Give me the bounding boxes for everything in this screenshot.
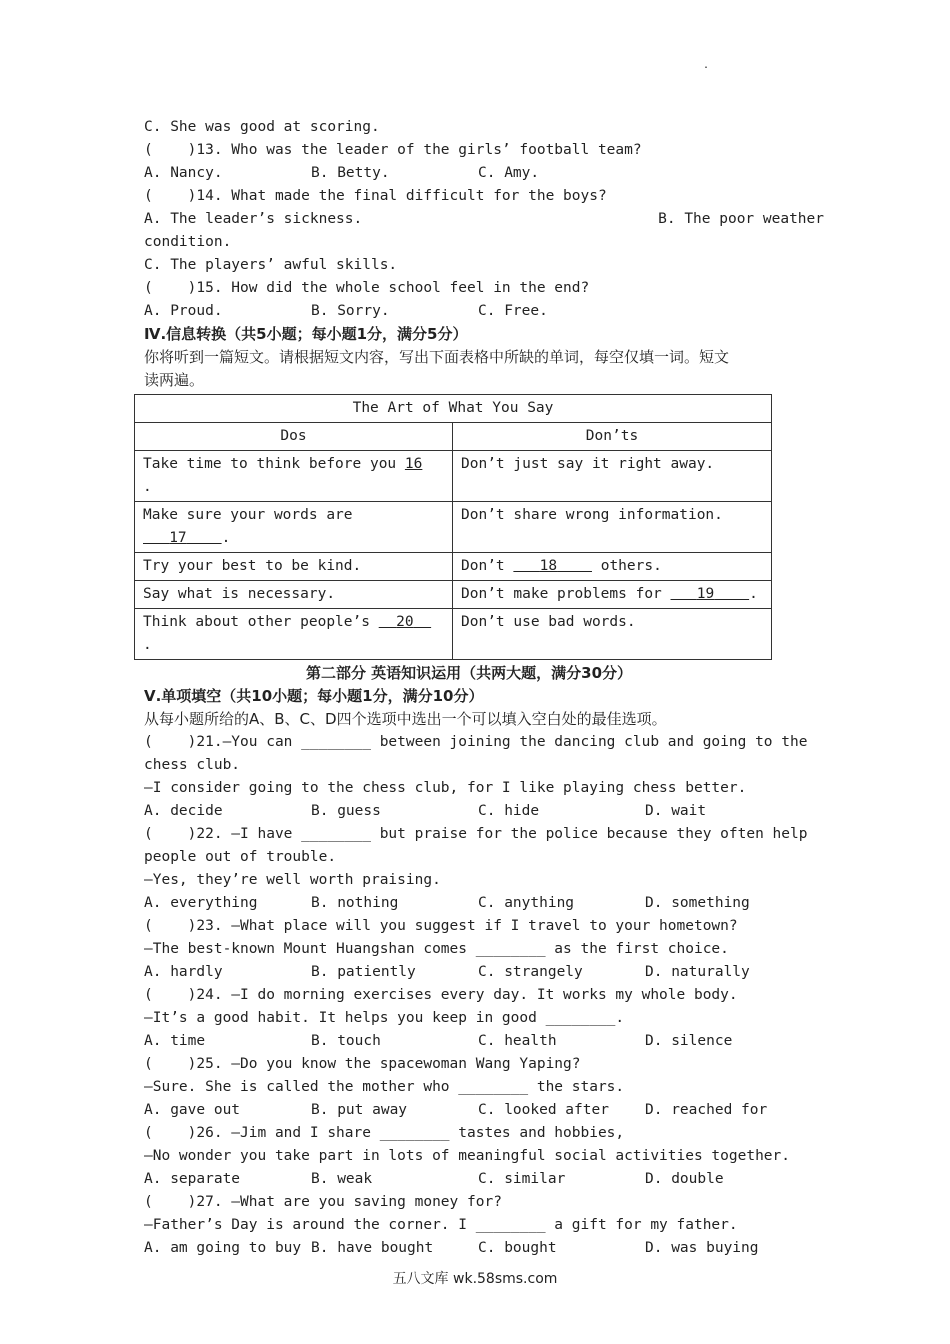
option-a: A. decide [144,803,223,819]
option-c: C. Free. [478,303,548,319]
question-line: —The best-known Mount Huangshan comes ________ as the first choice. [144,941,729,957]
option-a: A. separate [144,1171,241,1187]
dos-cell [135,502,453,553]
option-b: B. weak [311,1171,373,1187]
option-b: B. Sorry. [311,303,390,319]
cell-text-end: others. [591,558,662,574]
question-options [144,1099,814,1122]
option-b: B. patiently [311,964,416,980]
question-26 [144,1122,814,1191]
donts-cell [453,502,772,553]
option-c: C. bought [478,1240,557,1256]
cell-text: Take time to think before you [143,456,405,472]
header-mark: . [703,60,710,71]
question-line: ( )22. —I have ________ but praise for the police because they often help [144,826,808,842]
option-d: D. reached for [645,1102,768,1118]
option-a: A. am going to buy [144,1240,302,1256]
q14-option-b-cont: condition. [144,234,232,250]
question-21 [144,731,814,823]
option-a: A. time [144,1033,206,1049]
info-table [134,394,772,660]
option-b: B. Betty. [311,165,390,181]
cell-text: Think about other people’s [143,614,379,630]
option-c: C. anything [478,895,575,911]
cell-text: Don’t share wrong information. [461,507,723,523]
option-c: C. similar [478,1171,566,1187]
question-line: chess club. [144,757,241,773]
question-line: —I consider going to the chess club, for I like playing chess better. [144,780,747,796]
q14-option-c: C. The players’ awful skills. [144,257,398,273]
option-a: A. Nancy. [144,165,223,181]
section-4-heading: Ⅳ.信息转换（共5小题；每小题1分，满分5分） [144,325,468,343]
option-b: B. put away [311,1102,408,1118]
blank-20[interactable]: 20 [396,614,414,630]
cell-text-end: . [221,530,231,546]
option-c: C. strangely [478,964,583,980]
cell-text: Don’t make problems for [461,586,671,602]
dos-cell [135,581,453,609]
question-line: ( )25. —Do you know the spacewoman Wang Yaping? [144,1056,581,1072]
cell-text: Try your best to be kind. [143,558,362,574]
option-a: A. gave out [144,1102,241,1118]
table-row [135,502,772,553]
donts-cell [453,609,772,660]
option-d: D. was buying [645,1240,759,1256]
dos-cell [135,553,453,581]
q14-stem: ( )14. What made the final difficult for the boys? [144,188,607,204]
blank-18[interactable]: 18 [539,558,558,574]
donts-cell [453,553,772,581]
question-options [144,892,814,915]
question-options [144,1030,814,1053]
section-5-heading: Ⅴ.单项填空（共10小题；每小题1分，满分10分） [144,687,484,705]
blank-19[interactable]: 19 [696,586,715,602]
footer-watermark: 五八文库 wk.58sms.com [392,1271,558,1287]
cell-text: Don’t use bad words. [461,614,636,630]
option-a: A. hardly [144,964,223,980]
option-c: C. Amy. [478,165,540,181]
option-c: C. hide [478,803,540,819]
question-line: ( )23. —What place will you suggest if I travel to your hometown? [144,918,738,934]
question-line: ( )26. —Jim and I share ________ tastes and hobbies, [144,1125,625,1141]
option-a: A. Proud. [144,303,223,319]
table-row [135,581,772,609]
option-d: D. double [645,1171,724,1187]
col-header-donts: Don’ts [453,423,772,451]
q15-stem: ( )15. How did the whole school feel in the end? [144,280,590,296]
question-line: —Sure. She is called the mother who ________ the stars. [144,1079,625,1095]
table-row [135,609,772,660]
question-line: —It’s a good habit. It helps you keep in good ________. [144,1010,625,1026]
donts-cell [453,581,772,609]
option-b: B. have bought [311,1240,434,1256]
option-b: B. The poor weather [658,211,824,227]
section-4-instruction-cont: 读两遍。 [144,371,205,389]
question-line: —No wonder you take part in lots of meaningful social activities together. [144,1148,791,1164]
q14-options-ab [144,208,824,231]
question-23 [144,915,814,984]
section-4-instruction: 你将听到一篇短文。请根据短文内容，写出下面表格中所缺的单词，每空仅填一词。短文 [144,348,730,366]
cell-text-end: . [749,586,758,602]
option-a: A. The leader’s sickness. [144,211,363,227]
dos-cell [135,609,453,660]
question-line: ( )21.—You can ________ between joining the dancing club and going to the [144,734,808,750]
col-header-dos: Dos [135,423,453,451]
question-22 [144,823,814,915]
cell-text: Don’t [461,558,514,574]
option-d: D. something [645,895,750,911]
option-d: D. silence [645,1033,733,1049]
exam-page [143,116,824,1260]
cell-text-end: . [143,479,152,495]
table-row [135,553,772,581]
section-5-instruction: 从每小题所给的A、B、C、D四个选项中选出一个可以填入空白处的最佳选项。 [144,710,667,728]
question-24 [144,984,814,1053]
blank-16[interactable]: 16 [404,456,423,472]
q12-option-c: C. She was good at scoring. [144,119,380,135]
option-b: B. touch [311,1033,381,1049]
question-options [144,800,814,823]
cell-text: Make sure your words are [143,507,353,523]
cell-text: Don’t just say it right away. [461,456,715,472]
question-list [144,731,814,1260]
question-25 [144,1053,814,1122]
option-a: A. everything [144,895,258,911]
cell-text: Say what is necessary. [143,586,336,602]
q13-stem: ( )13. Who was the leader of the girls’ football team? [144,142,642,158]
option-c: C. looked after [478,1102,609,1118]
cell-text-end: . [143,637,152,653]
question-line: ( )27. —What are you saving money for? [144,1194,502,1210]
q13-options [144,162,814,185]
question-line: ( )24. —I do morning exercises every day. It works my whole body. [144,987,738,1003]
option-c: C. health [478,1033,557,1049]
dos-cell [135,451,453,502]
question-options [144,961,814,984]
question-line: —Father’s Day is around the corner. I ________ a gift for my father. [144,1217,738,1233]
option-b: B. nothing [311,895,399,911]
donts-cell [453,451,772,502]
option-d: D. naturally [645,964,750,980]
blank-17[interactable]: 17 [169,530,187,546]
question-options [144,1237,814,1260]
question-line: —Yes, they’re well worth praising. [144,872,441,888]
table-row [135,451,772,502]
part-2-heading: 第二部分 英语知识运用（共两大题，满分30分） [305,664,633,682]
question-27 [144,1191,814,1260]
question-line: people out of trouble. [144,849,337,865]
table-title: The Art of What You Say [135,395,772,423]
q15-options [144,300,814,323]
option-d: D. wait [645,803,707,819]
option-b: B. guess [311,803,381,819]
question-options [144,1168,814,1191]
